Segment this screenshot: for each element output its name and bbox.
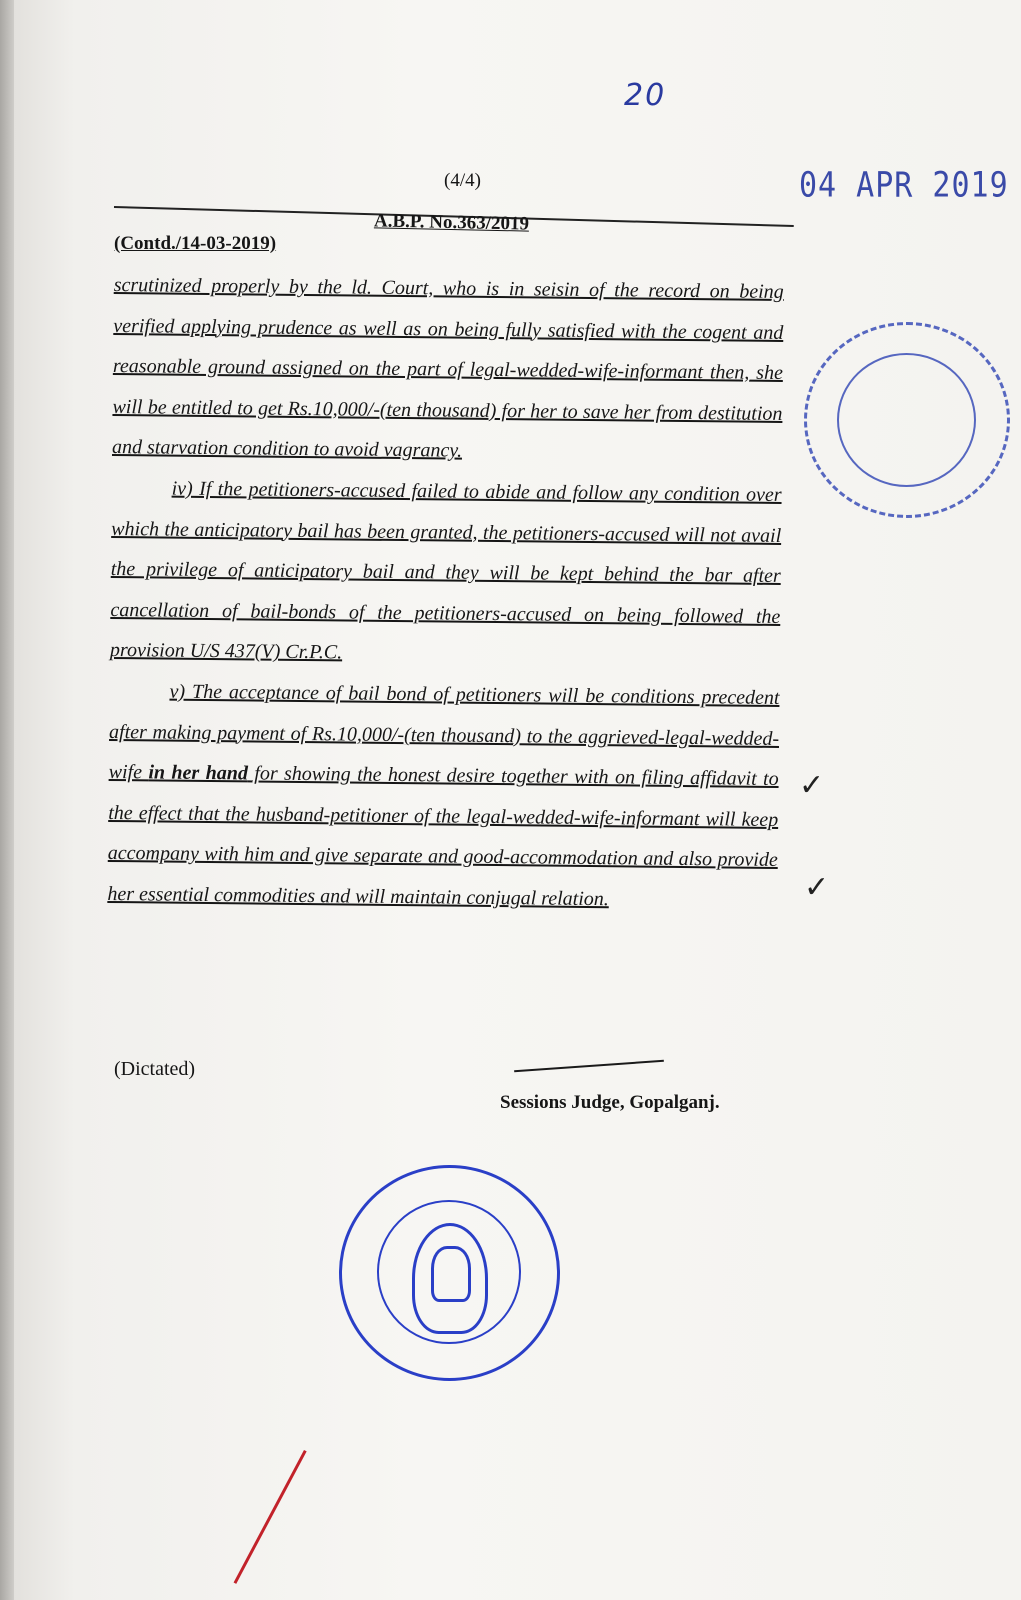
- judge-signature: [514, 1060, 664, 1072]
- page-index: (4/4): [444, 170, 481, 191]
- case-number: A.B.P. No.363/2019: [373, 210, 530, 235]
- paragraph-condition-v: v) The acceptance of bail bond of petitioners will be conditions precedent after making payment of Rs.10,000/-(ten thousand) to the aggrieved-legal-wedded-wife in her hand for showing the honest desire together with on filing affidavit to the effect that the husband-petitioner of the legal-wedded-wife-informant will keep accompany with him and give separate and good-accommodation and also provide her essential commodities and will maintain conjugal relation.: [107, 680, 780, 911]
- paragraph-condition-iv: iv) If the petitioners-accused failed to abide and follow any condition over which the anticipatory bail has been granted, the petitioners-accused will not avail the privilege of anticipatory bail and they will be kept behind the bar after cancellation of bail-bonds of the petitioners-accused on being followed the provision U/S 437(V) Cr.P.C.: [109, 477, 782, 664]
- order-body: [107, 265, 784, 921]
- continued-date: (Contd./14-03-2019): [114, 233, 277, 254]
- national-emblem-icon: [412, 1223, 488, 1334]
- court-seal-stamp-top: [804, 322, 1010, 518]
- margin-initial-mark: ✓: [804, 870, 830, 905]
- received-date-stamp: 04 APR 2019: [799, 165, 1009, 206]
- court-seal-stamp: [339, 1165, 560, 1381]
- document-page: [14, 0, 1021, 1600]
- red-pen-mark: [234, 1450, 307, 1584]
- handwritten-page-number: 20: [624, 78, 667, 113]
- scan-binding-edge: [0, 0, 14, 1600]
- dictated-note: (Dictated): [114, 1058, 196, 1080]
- paragraph-continued: scrutinized properly by the ld. Court, who is in seisin of the record on being verified applying prudence as well as on being fully satisfied with the cogent and reasonable ground assigned on the part of legal-wedded-wife-informant then, she will be entitled to get Rs.10,000/-(ten thousand) for her to save her from destitution and starvation condition to avoid vagrancy.: [111, 273, 784, 463]
- judge-designation: Sessions Judge, Gopalganj.: [500, 1092, 720, 1113]
- seal-inner-ring: [837, 353, 976, 487]
- margin-initial-mark: ✓: [799, 768, 825, 803]
